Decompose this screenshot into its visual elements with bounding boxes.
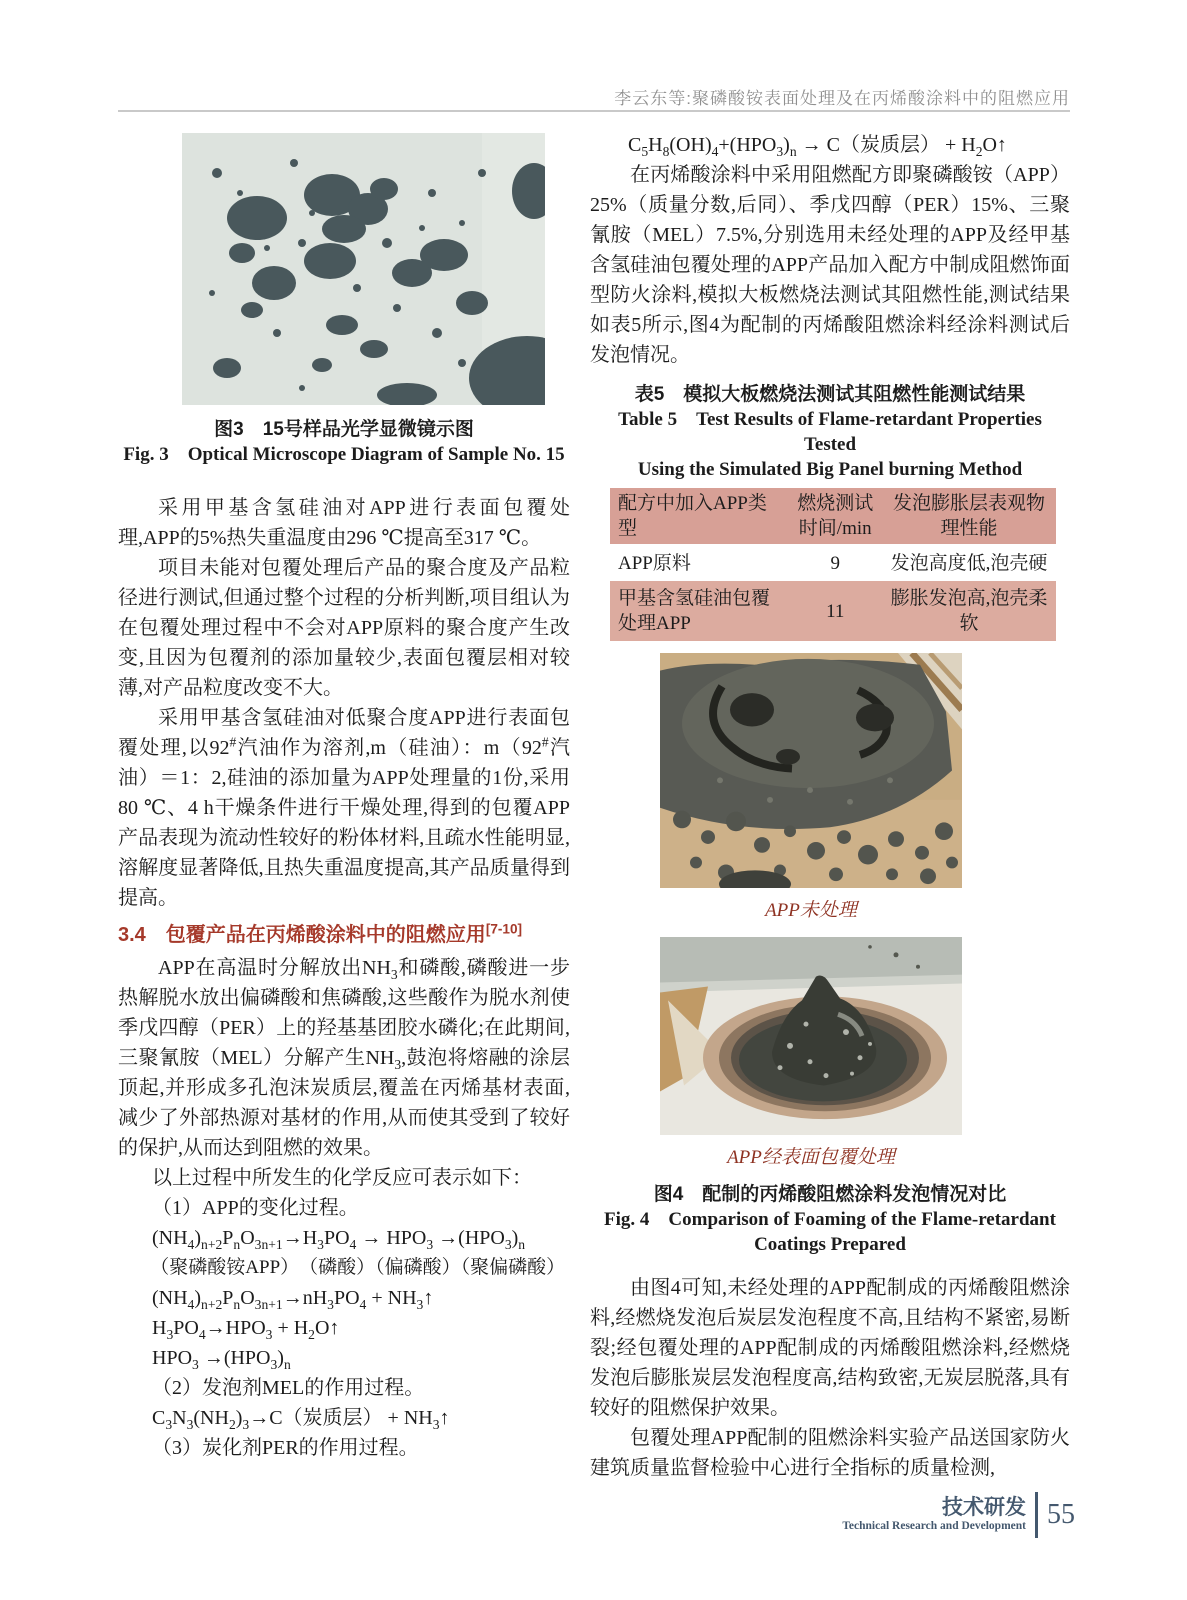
figure4-photo1-caption: APP未处理 <box>765 900 857 921</box>
reaction-step1-label: （1）APP的变化过程。 <box>152 1197 359 1219</box>
paragraph: 项目未能对包覆处理后产品的聚合度及产品粒径进行测试,但通过整个过程的分析判断,项目组认为在包覆处理过程中不会对APP原料的聚合度产生改变,且因为包覆剂的添加量较少,表面包覆层相对较薄,对产品粒度改变不大。 <box>118 557 570 699</box>
figure4-photo-untreated-app <box>660 653 962 888</box>
table5-header-burn-time: 燃烧测试时间/min <box>788 488 882 545</box>
figure4-caption-en-line1: Fig. 4 Comparison of Foaming of the Flame-retardant <box>604 1209 1056 1230</box>
char-formation-equation: $C_5H_8(OH)_4+(HPO_3)_n \to C$（炭质层） + $H_2O↑$ <box>628 134 1007 159</box>
figure4-caption-zh: 图4 配制的丙烯酸阻燃涂料发泡情况对比 <box>653 1184 1007 1205</box>
paragraph: 由图4可知,未经处理的APP配制成的丙烯酸阻燃涂料,经燃烧发泡后炭层发泡程度不高,且结构不紧密,易断裂;经包覆处理的APP配制成的丙烯酸阻燃涂料,经燃烧发泡后膨胀炭层发泡程度高,结构致密,无炭层脱落,具有较好的阻燃保护效果。 <box>590 1277 1070 1419</box>
figure3-caption-en: Fig. 3 Optical Microscope Diagram of Sample No. 15 <box>123 444 565 465</box>
footer-divider-bar <box>1035 1492 1038 1538</box>
reaction-species-names: （聚磷酸铵APP） （磷酸）（偏磷酸）（聚偏磷酸） <box>150 1257 566 1278</box>
paragraph: 采用甲基含氢硅油对低聚合度APP进行表面包覆处理,以92#汽油作为溶剂,m（硅油）：m（92#汽油）＝1：2,硅油的添加量为APP处理量的1份,采用80 ℃、4 h干燥条件进行干燥处理,得到的包覆APP产品表现为流动性较好的粉体材料,且疏水性能明显,溶解度显著降低,且热失重温度提高,其产品质量得到提高。 <box>118 707 571 909</box>
right-column <box>590 130 1070 1483</box>
table5-caption-en-line1: Table 5 Test Results of Flame-retardant Properties Tested <box>618 409 1042 455</box>
reaction-equation: $H_3PO_4\to HPO_3$ + $H_2O↑$ <box>152 1317 340 1342</box>
reaction-equation: $HPO_3 \to(HPO_3)_n$ <box>152 1347 291 1372</box>
burned-coating-photo-placeholder <box>660 653 962 888</box>
paragraph: 包覆处理APP配制的阻燃涂料实验产品送国家防火建筑质量监督检验中心进行全指标的质量检测, <box>590 1427 1070 1479</box>
table5-caption-en-line2: Using the Simulated Big Panel burning Method <box>637 459 1023 480</box>
page-footer <box>842 1492 1075 1538</box>
section-3-4-heading: 3.4 包覆产品在丙烯酸涂料中的阻燃应用[7-10] <box>118 921 523 946</box>
table5-header-row <box>610 488 1056 545</box>
table-row <box>610 581 1056 641</box>
table5-caption-zh: 表5 模拟大板燃烧法测试其阻燃性能测试结果 <box>634 384 1026 405</box>
microscope-image-placeholder <box>182 133 545 405</box>
header-rule <box>118 110 1070 112</box>
figure3-caption-zh: 图3 15号样品光学显微镜示图 <box>214 419 474 440</box>
footer-section-zh: 技术研发 <box>942 1496 1026 1519</box>
running-head: 李云东等:聚磷酸铵表面处理及在丙烯酸涂料中的阻燃应用 <box>614 89 1070 108</box>
figure4-photo-coated-app <box>660 937 962 1135</box>
footer-section-labels <box>842 1497 1026 1533</box>
reaction-equation: $(NH_4)_{n+2}P_nO_{3n+1}\to nH_3PO_4$ + $NH_3↑$ <box>152 1287 434 1312</box>
paragraph: 采用甲基含氢硅油对APP进行表面包覆处理,APP的5%热失重温度由296 ℃提高至317 ℃。 <box>118 497 570 549</box>
figure4-caption-en-line2: Coatings Prepared <box>754 1234 906 1255</box>
figure4-photo2-caption: APP经表面包覆处理 <box>727 1147 895 1168</box>
table5-cell: APP原料 <box>618 553 691 574</box>
reaction-step3-label: （3）炭化剂PER的作用过程。 <box>152 1437 419 1459</box>
reaction-equation: $(NH_4)_{n+2}P_nO_{3n+1}\to H_3PO_4 \to HPO_3 \to(HPO_3)_n$ <box>152 1227 526 1252</box>
table5-header-app-type: 配方中加入APP类型 <box>610 488 788 545</box>
page-number: 55 <box>1047 1499 1075 1530</box>
table5-cell: 发泡高度低,泡壳硬 <box>890 553 1048 574</box>
table-row <box>610 545 1056 581</box>
table5 <box>610 488 1056 641</box>
reactions-intro: 以上过程中所发生的化学反应可表示如下： <box>152 1167 532 1189</box>
foamed-char-photo-placeholder <box>660 937 962 1135</box>
reaction-step2-label: （2）发泡剂MEL的作用过程。 <box>152 1377 425 1399</box>
paragraph: APP在高温时分解放出$NH_3$和磷酸,磷酸进一步热解脱水放出偏磷酸和焦磷酸,这些酸作为脱水剂使季戊四醇（PER）上的羟基基团胶水磷化;在此期间,三聚氰胺（MEL）分解产生$NH_3$,鼓泡将熔融的涂层顶起,并形成多孔泡沫炭质层,覆盖在丙烯基材表面,减少了外部热源对基材的作用,从而使其受到了较好的保护,从而达到阻燃的效果。 <box>118 957 571 1159</box>
paragraph: 在丙烯酸涂料中采用阻燃配方即聚磷酸铵（APP）25%（质量分数,后同）、季戊四醇（PER）15%、三聚氰胺（MEL）7.5%,分别选用未经处理的APP及经甲基含氢硅油包覆处理的APP产品加入配方中制成阻燃饰面型防火涂料,模拟大板燃烧法测试其阻燃性能,测试结果如表5所示,图4为配制的丙烯酸阻燃涂料经涂料测试后发泡情况。 <box>590 164 1070 366</box>
figure3-microscope-photo <box>182 133 545 405</box>
table5-cell: 甲基含氢硅油包覆处理APP <box>610 581 788 641</box>
table5-cell: 11 <box>788 581 882 641</box>
table5-cell: 9 <box>830 553 840 574</box>
reaction-equation: $C_3N_3(NH_2)_3\to C$（炭质层） + $NH_3↑$ <box>152 1407 450 1432</box>
table5-header-appearance: 发泡膨胀层表观物理性能 <box>882 488 1056 545</box>
footer-section-en: Technical Research and Development <box>842 1520 1026 1532</box>
table5-cell: 膨胀发泡高,泡壳柔软 <box>882 581 1056 641</box>
left-column <box>118 133 570 1463</box>
